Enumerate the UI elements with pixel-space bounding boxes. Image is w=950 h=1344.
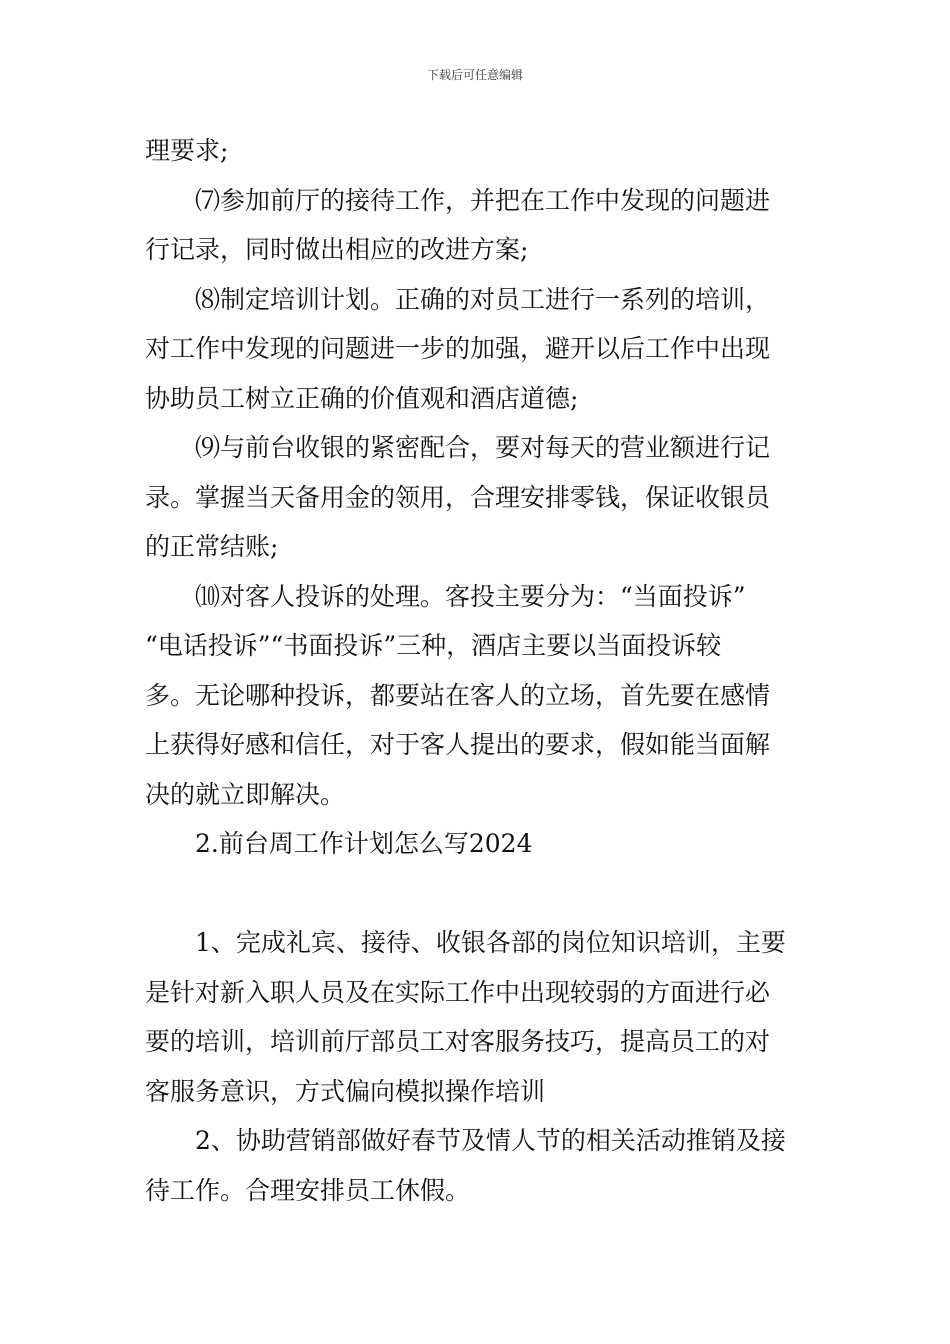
blank-line bbox=[145, 869, 807, 919]
text-line: 要的培训，培训前厅部员工对客服务技巧，提高员工的对 bbox=[145, 1027, 771, 1056]
text-line: ⑻制定培训计划。正确的对员工进行一系列的培训， bbox=[195, 284, 771, 314]
text-line: 对工作中发现的问题进一步的加强，避开以后工作中出现 bbox=[145, 334, 771, 363]
text-line: 录。掌握当天备用金的领用，合理安排零钱，保证收银员 bbox=[145, 482, 771, 512]
section-heading: 2.前台周工作计划怎么写2024 bbox=[195, 829, 533, 858]
text-line: 决的就立即解决。 bbox=[145, 779, 346, 809]
document-body bbox=[145, 126, 807, 1215]
header-note: 下载后可任意编辑 bbox=[426, 68, 523, 82]
text-line: 2、协助营销部做好春节及情人节的相关活动推销及接 bbox=[195, 1126, 786, 1155]
text-line: 协助员工树立正确的价值观和酒店道德; bbox=[145, 383, 579, 413]
text-line: 理要求; bbox=[145, 136, 229, 165]
text-line: 客服务意识，方式偏向模拟操作培训 bbox=[145, 1076, 546, 1106]
text-line: ⑼与前台收银的紧密配合，要对每天的营业额进行记 bbox=[195, 433, 771, 462]
text-line: 的正常结账; bbox=[145, 532, 279, 561]
text-line: 是针对新入职人员及在实际工作中出现较弱的方面进行必 bbox=[145, 977, 771, 1007]
text-line: 多。无论哪种投诉，都要站在客人的立场，首先要在感情 bbox=[145, 680, 771, 710]
text-line: 1、完成礼宾、接待、收银各部的岗位知识培训，主要 bbox=[195, 928, 786, 957]
text-line: 待工作。合理安排员工休假。 bbox=[145, 1175, 471, 1205]
text-line: 行记录，同时做出相应的改进方案; bbox=[145, 235, 529, 264]
text-line: ⑽对客人投诉的处理。客投主要分为：“当面投诉” bbox=[195, 581, 746, 611]
text-line: ⑺参加前厅的接待工作，并把在工作中发现的问题进 bbox=[195, 185, 771, 215]
text-line: 上获得好感和信任，对于客人提出的要求，假如能当面解 bbox=[145, 730, 771, 759]
text-line: “电话投诉”“书面投诉”三种，酒店主要以当面投诉较 bbox=[145, 631, 722, 660]
